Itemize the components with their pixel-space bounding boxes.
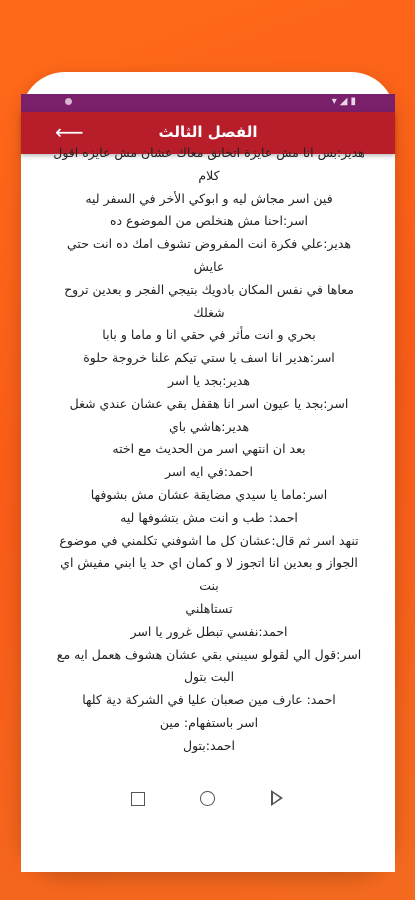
text-line: فين اسر مجاش ليه و ابوكي الأخر في السفر ليه	[85, 190, 333, 206]
text-line: تستاهلني	[185, 600, 233, 616]
text-line: هدير:علي فكرة انت المفروض تشوف امك ده انت حتي عايش	[67, 236, 351, 274]
text-line: معاها في نفس المكان بادويك بتيجي الفجر و بعدين تروح شغلك	[64, 281, 354, 320]
system-nav-bar	[21, 762, 395, 872]
status-bar	[21, 94, 395, 112]
text-line: بحري و انت مأثر في حقي انا و ماما و بابا	[102, 327, 316, 343]
text-line: تنهد اسر ثم قال:عشان كل ما اشوفني تكلمني في موضوع	[59, 532, 359, 548]
text-line: احمد: طب و انت مش بتشوفها ليه	[120, 509, 298, 525]
text-line: اسر:بجد يا عيون اسر انا هقفل بقي عشان عندي شغل	[69, 395, 349, 411]
text-line: هدير:هاشي باي	[168, 418, 250, 434]
text-line: اسر:هدير انا اسف يا ستي تيكم علنا خروجة حلوة	[83, 350, 335, 366]
home-circle-icon[interactable]	[200, 791, 215, 806]
text-line: الجواز و بعدين انا اتجوز لا و كمان اي حد يا ابني مفيش اي بنت	[60, 555, 358, 594]
text-line: احمد:بتول	[183, 737, 235, 753]
text-line: البت بتول	[183, 669, 235, 685]
page-title: الفصل الثالث	[158, 123, 258, 141]
recents-square-icon[interactable]	[131, 792, 145, 806]
text-line: اسر:احنا مش هنخلص من الموضوع ده	[109, 213, 309, 229]
text-line: بعد ان انتهي اسر من الحديث مع اخته	[112, 441, 306, 457]
back-triangle-icon[interactable]	[271, 790, 283, 806]
text-line: احمد:في ايه اسر	[164, 464, 254, 480]
text-line: احمد:نفسي تبطل غرور يا اسر	[130, 623, 288, 639]
arrow-left-icon[interactable]: ⟵	[55, 120, 84, 144]
phone-frame	[21, 72, 395, 872]
text-line: اسر باستفهام: مين	[159, 714, 259, 730]
text-line: اسر:ماما يا سيدي مضايقة عشان مش بشوفها	[90, 486, 328, 502]
text-line: هدير:بس انا مش عايزة اتخانق معاك عشان مش عايزه اقول كلام	[53, 145, 365, 183]
text-line: هدير:بجد يا اسر	[168, 372, 250, 388]
notification-dot-icon	[65, 98, 72, 105]
chapter-content[interactable]	[21, 145, 395, 754]
text-line: احمد: عارف مين صعبان عليا في الشركة دية كلها	[82, 692, 336, 708]
status-icons: ▾◢▮	[331, 96, 359, 107]
text-line: اسر:قول الي لقولو سيبني بقي عشان هشوف هعمل ايه مع	[56, 646, 362, 662]
